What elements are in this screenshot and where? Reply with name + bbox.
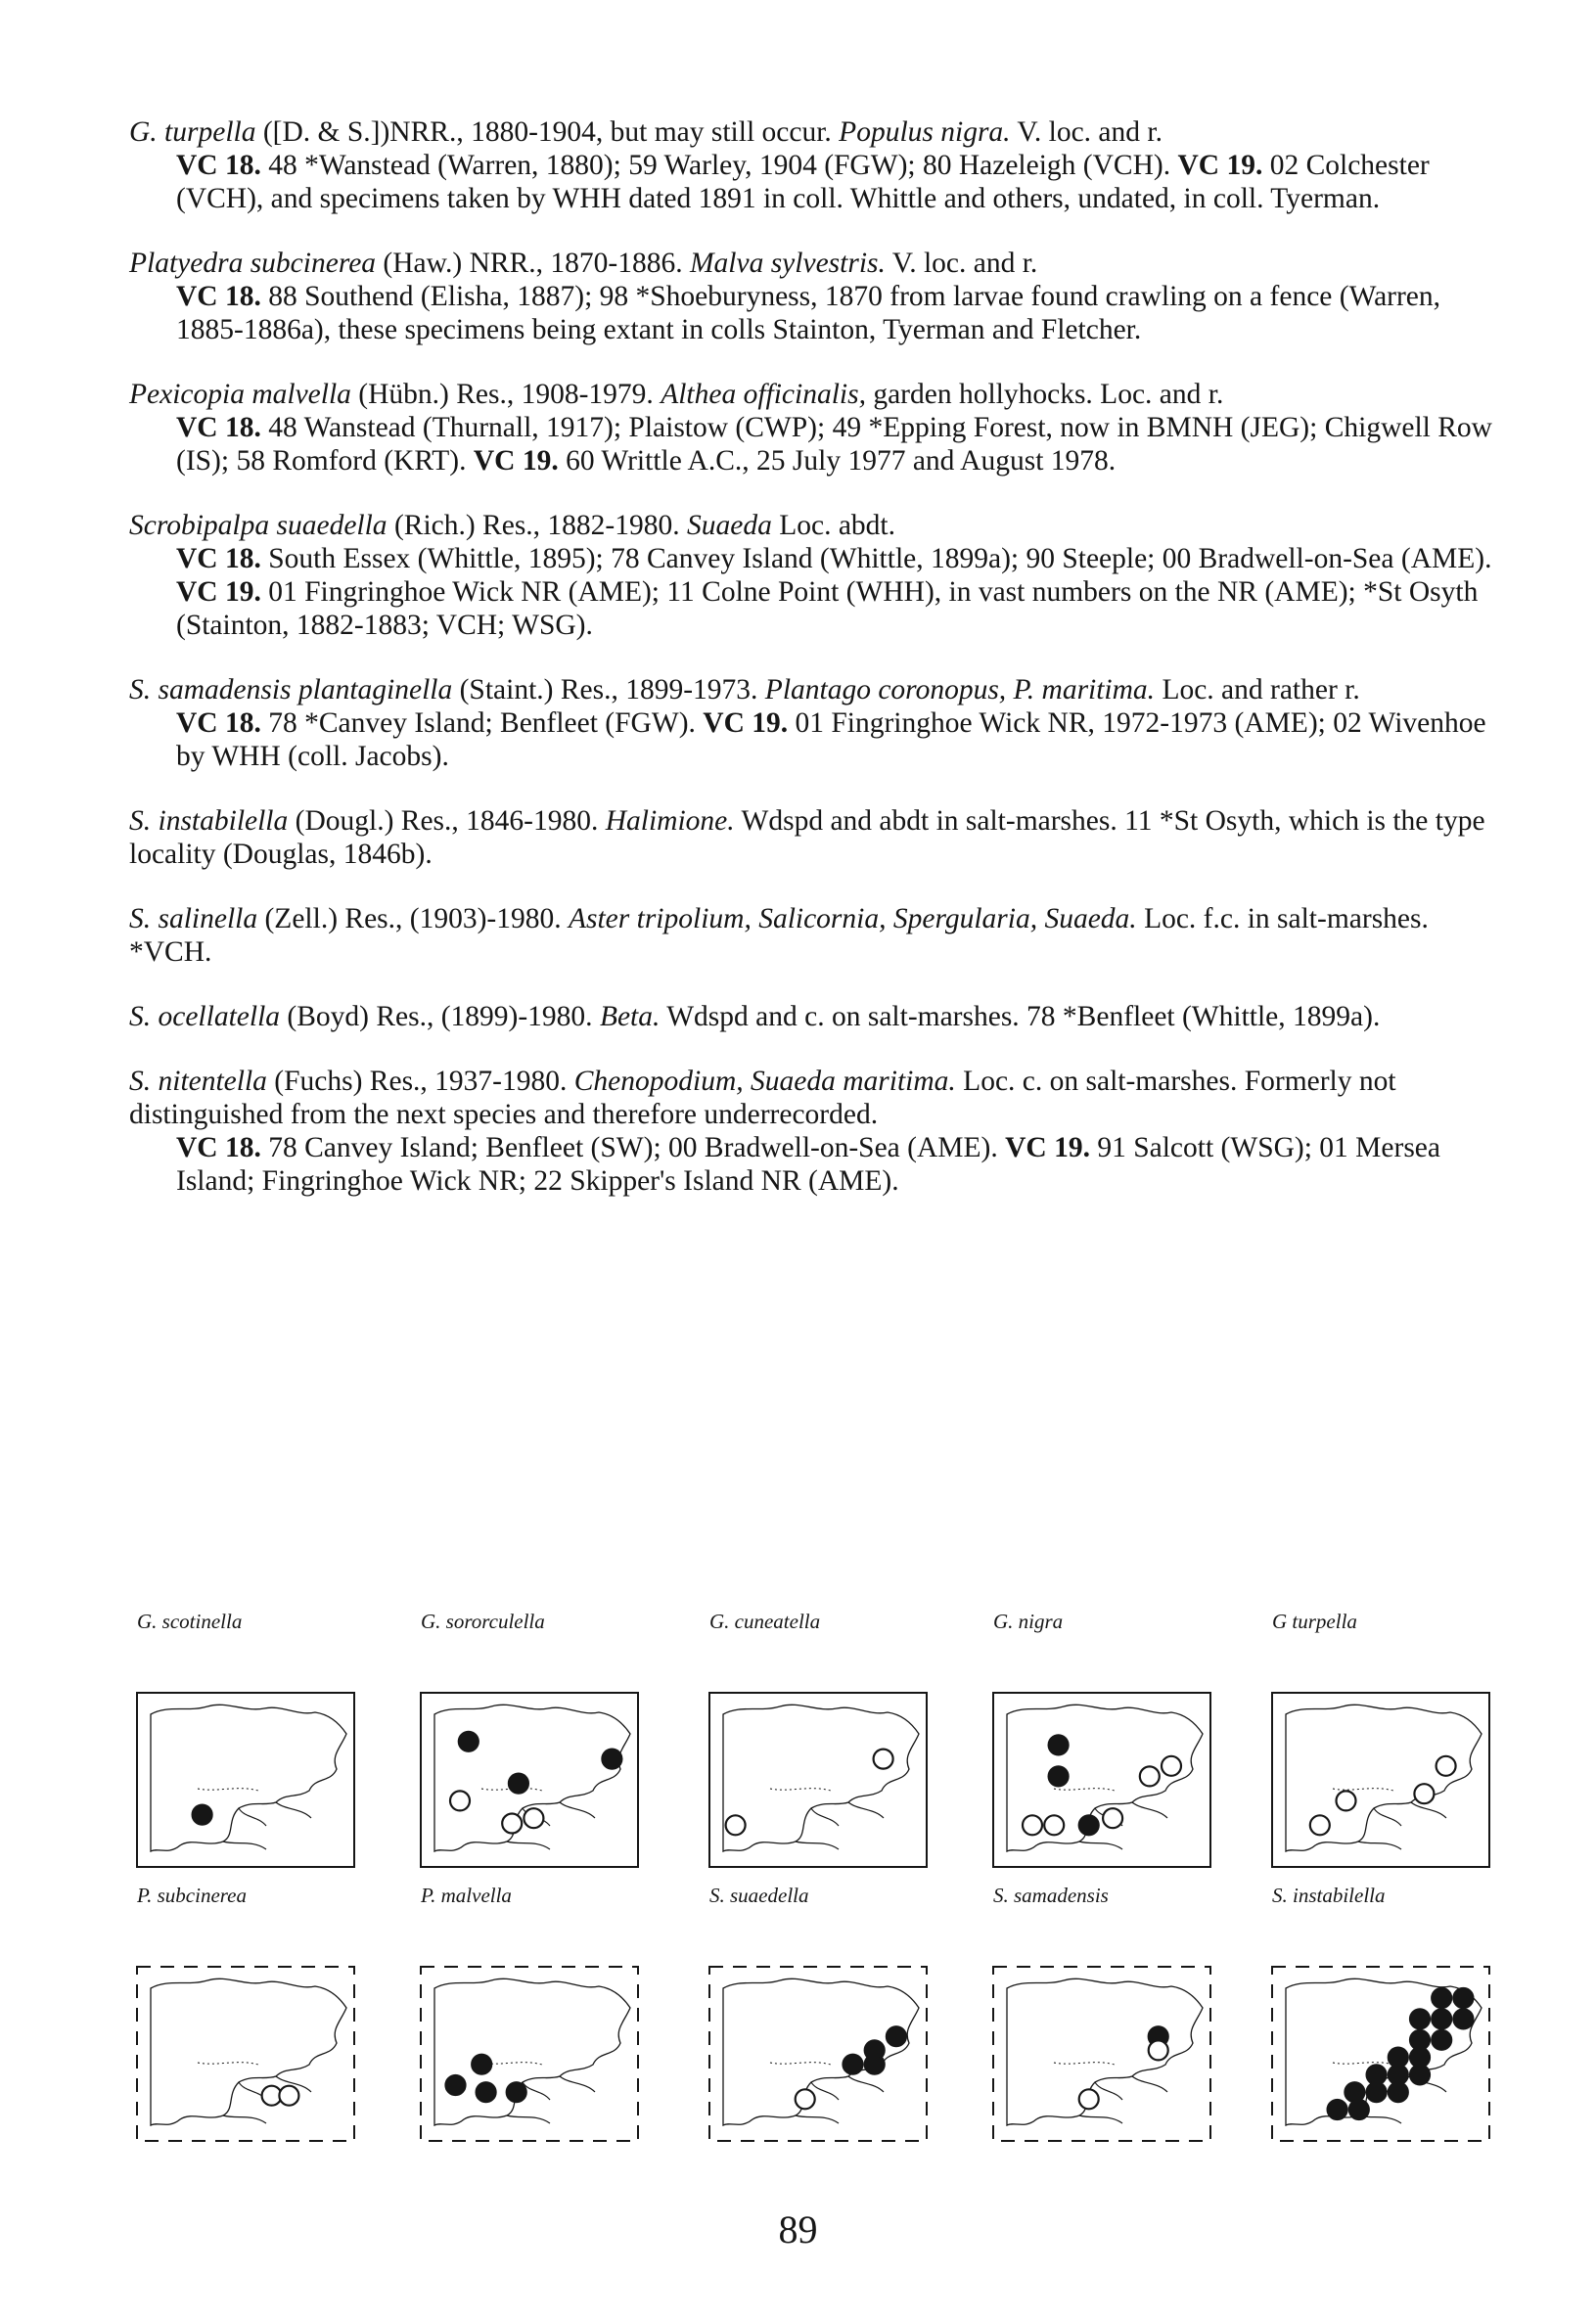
record-dot-filled: [509, 1774, 528, 1794]
entry-text: 78 Canvey Island; Benfleet (SW); 00 Bradwell-on-Sea (AME).: [260, 1132, 1006, 1163]
map-species-label: P. malvella: [421, 1884, 512, 1907]
county-outline: [1007, 1978, 1203, 2125]
record-dot-open: [726, 1815, 746, 1835]
vice-county-label: VC 19.: [1177, 150, 1263, 181]
record-dot-filled: [1432, 2009, 1451, 2028]
entry-text: (Rich.) Res., 1882-1980.: [387, 510, 687, 541]
record-dot-filled: [193, 1805, 212, 1825]
taxon-name: Althea officinalis,: [661, 379, 866, 410]
record-dot-open: [1140, 1766, 1160, 1786]
record-dot-open: [524, 1808, 543, 1828]
record-dot-open: [874, 1750, 893, 1769]
taxon-name: Pexicopia malvella: [129, 379, 351, 410]
vice-county-label: VC 18.: [176, 1132, 261, 1163]
species-entry: [129, 247, 1499, 346]
county-outline: [434, 1978, 630, 2125]
vice-county-label: VC 19.: [1005, 1132, 1090, 1163]
record-dot-filled: [459, 1732, 479, 1751]
entry-heading: [129, 509, 1499, 542]
record-dot-filled: [1367, 2082, 1387, 2102]
vice-county-boundary: [1333, 2063, 1393, 2065]
map-species-label: P. subcinerea: [137, 1884, 247, 1907]
record-dot-open: [1414, 1784, 1434, 1803]
taxon-name: Platyedra subcinerea: [129, 248, 377, 279]
taxon-name: S. instabilella: [129, 805, 289, 837]
record-dot-open: [1023, 1815, 1042, 1835]
taxon-name: S. salinella: [129, 903, 258, 934]
map-species-label: G turpella: [1272, 1610, 1357, 1633]
essex-map: [985, 1942, 1220, 2167]
taxon-name: Suaeda: [687, 510, 772, 541]
vice-county-label: VC 19.: [473, 445, 559, 477]
distribution-map: [413, 1610, 658, 1893]
taxon-name: S. nitentella: [129, 1066, 267, 1097]
taxon-name: S. samadensis plantaginella: [129, 674, 453, 705]
entry-text: V. loc. and r.: [1010, 116, 1163, 148]
vice-county-boundary: [1333, 1789, 1393, 1791]
essex-map: [702, 1942, 936, 2167]
distribution-map: [1264, 1610, 1509, 1893]
entry-text: Wdspd and c. on salt-marshes. 78 *Benfleet (Whittle, 1899a).: [660, 1001, 1381, 1032]
entry-text: (Haw.) NRR., 1870-1886.: [376, 248, 690, 279]
distribution-map: [129, 1884, 374, 2167]
estuary-lines: [796, 1802, 884, 1849]
entry-text: Loc. f.c. in salt-marshes. *VCH.: [129, 903, 1429, 968]
species-entries: [129, 115, 1499, 1229]
county-outline: [434, 1705, 630, 1851]
record-dot-filled: [1049, 1766, 1069, 1786]
vice-county-boundary: [770, 1789, 831, 1791]
record-dot-open: [1044, 1815, 1064, 1835]
map-row: [129, 1884, 1519, 2167]
distribution-map: [985, 1610, 1230, 1893]
entry-text: 02 Colchester (VCH), and specimens taken by WHH dated 1891 in coll. Whittle and others, undated, in coll. Tyerman.: [176, 150, 1430, 214]
entry-text: 01 Fingringhoe Wick NR, 1972-1973 (AME); 02 Wivenhoe by WHH (coll. Jacobs).: [176, 707, 1486, 772]
entry-text: 48 Wanstead (Thurnall, 1917); Plaistow (CWP); 49 *Epping Forest, now in BMNH (JEG); Chigwell Row (IS); 58 Romford (KRT).: [176, 412, 1492, 477]
entry-heading: [129, 902, 1499, 969]
vice-county-boundary: [1054, 1789, 1115, 1791]
distribution-map: [702, 1610, 946, 1893]
vice-county-label: VC 19.: [703, 707, 789, 739]
entry-heading: [129, 804, 1499, 871]
species-entry: [129, 378, 1499, 477]
record-dot-filled: [507, 2082, 526, 2102]
record-dot-open: [796, 2089, 815, 2109]
entry-heading: [129, 115, 1499, 149]
record-dot-filled: [1453, 1988, 1473, 2008]
record-dot-filled: [1328, 2100, 1347, 2119]
distribution-map: [985, 1884, 1230, 2167]
record-dot-filled: [1345, 2082, 1364, 2102]
county-outline: [1286, 1978, 1482, 2125]
entry-text: Wdspd and abdt in salt-marshes. 11 *St Osyth, which is the type locality (Douglas, 1846b).: [129, 805, 1485, 870]
map-species-label: S. samadensis: [993, 1884, 1109, 1907]
essex-map: [129, 1942, 364, 2167]
map-species-label: S. suaedella: [709, 1884, 809, 1907]
entry-text: South Essex (Whittle, 1895); 78 Canvey Island (Whittle, 1899a); 90 Steeple; 00 Bradwell-on-Sea (AME).: [260, 543, 1492, 574]
essex-map: [413, 1668, 648, 1893]
entry-records: [129, 149, 1499, 215]
vice-county-label: VC 18.: [176, 281, 261, 312]
record-dot-filled: [1410, 2009, 1430, 2028]
entry-text: Loc. and rather r.: [1155, 674, 1360, 705]
entry-text: V. loc. and r.: [885, 248, 1038, 279]
record-dot-open: [1079, 2089, 1099, 2109]
map-species-label: G. nigra: [993, 1610, 1064, 1633]
taxon-name: Aster tripolium, Salicornia, Spergularia, Suaeda.: [568, 903, 1137, 934]
entry-text: ([D. & S.])NRR., 1880-1904, but may still occur.: [255, 116, 840, 148]
record-dot-filled: [1410, 2065, 1430, 2084]
entry-text: (Hübn.) Res., 1908-1979.: [350, 379, 661, 410]
entry-records: [129, 542, 1499, 642]
essex-map: [702, 1668, 936, 1893]
species-entry: [129, 804, 1499, 871]
page-number: 89: [778, 2207, 818, 2251]
entry-text: (Boyd) Res., (1899)-1980.: [280, 1001, 600, 1032]
entry-records: [129, 280, 1499, 346]
record-dot-open: [450, 1791, 470, 1810]
entry-text: garden hollyhocks. Loc. and r.: [865, 379, 1224, 410]
entry-text: (Fuchs) Res., 1937-1980.: [266, 1066, 574, 1097]
essex-map: [1264, 1942, 1499, 2167]
essex-map: [985, 1668, 1220, 1893]
record-dot-filled: [1432, 2030, 1451, 2050]
taxon-name: Plantago coronopus, P. maritima.: [764, 674, 1156, 705]
entry-records: [129, 1131, 1499, 1198]
entry-text: 78 *Canvey Island; Benfleet (FGW).: [260, 707, 704, 739]
entry-records: [129, 411, 1499, 477]
vice-county-boundary: [198, 2063, 258, 2065]
record-dot-open: [1149, 2040, 1168, 2060]
map-species-label: S. instabilella: [1272, 1884, 1386, 1907]
record-dot-open: [1436, 1756, 1456, 1776]
species-entry: [129, 902, 1499, 969]
taxon-name: S. ocellatella: [129, 1001, 281, 1032]
vice-county-boundary: [770, 2063, 831, 2065]
entry-text: 60 Writtle A.C., 25 July 1977 and August 1978.: [558, 445, 1117, 477]
estuary-lines: [1358, 1802, 1446, 1849]
taxon-name: Chenopodium, Suaeda maritima.: [573, 1066, 956, 1097]
entry-text: Loc. c. on salt-marshes. Formerly not distinguished from the next species and therefore underrecorded.: [129, 1066, 1396, 1130]
entry-text: 88 Southend (Elisha, 1887); 98 *Shoeburyness, 1870 from larvae found crawling on a fence (Warren, 1885-1886a), these specimens being extant in colls Stainton, Tyerman and Fletcher.: [176, 281, 1441, 345]
entry-text: (Staint.) Res., 1899-1973.: [452, 674, 765, 705]
record-dot-open: [1162, 1756, 1181, 1776]
species-entry: [129, 673, 1499, 773]
taxon-name: Beta.: [599, 1001, 661, 1032]
taxon-name: G. turpella: [129, 116, 256, 148]
record-dot-filled: [1432, 1988, 1451, 2008]
vice-county-boundary: [1054, 2063, 1115, 2065]
record-dot-open: [279, 2086, 298, 2106]
distribution-map: [413, 1884, 658, 2167]
record-dot-open: [1337, 1791, 1356, 1810]
entry-records: [129, 706, 1499, 773]
entry-heading: [129, 1065, 1499, 1131]
record-dot-filled: [887, 2026, 906, 2046]
entry-text: 48 *Wanstead (Warren, 1880); 59 Warley, 1904 (FGW); 80 Hazeleigh (VCH).: [260, 150, 1178, 181]
species-entry: [129, 509, 1499, 642]
entry-text: 01 Fingringhoe Wick NR (AME); 11 Colne Point (WHH), in vast numbers on the NR (AME); *St Osyth (Stainton, 1882-1883; VCH; WSG).: [176, 576, 1479, 641]
record-dot-filled: [844, 2055, 863, 2074]
essex-map: [413, 1942, 648, 2167]
essex-map: [129, 1668, 364, 1893]
distribution-map: [702, 1884, 946, 2167]
essex-map: [1264, 1668, 1499, 1893]
county-outline: [723, 1705, 919, 1851]
map-species-label: G. scotinella: [137, 1610, 243, 1633]
county-outline: [723, 1978, 919, 2125]
vice-county-label: VC 18.: [176, 412, 261, 443]
taxon-name: Malva sylvestris.: [689, 248, 886, 279]
record-dot-filled: [1453, 2009, 1473, 2028]
vice-county-label: VC 18.: [176, 150, 261, 181]
distribution-map: [129, 1610, 374, 1893]
vice-county-label: VC 19.: [176, 576, 261, 608]
entry-heading: [129, 1000, 1499, 1033]
entry-text: (Zell.) Res., (1903)-1980.: [257, 903, 569, 934]
vice-county-label: VC 18.: [176, 707, 261, 739]
vice-county-boundary: [198, 1789, 258, 1791]
record-dot-filled: [865, 2055, 885, 2074]
entry-text: (Dougl.) Res., 1846-1980.: [288, 805, 606, 837]
record-dot-open: [502, 1814, 522, 1834]
species-entry: [129, 115, 1499, 215]
distribution-map: [1264, 1884, 1509, 2167]
taxon-name: Populus nigra.: [839, 116, 1011, 148]
record-dot-filled: [1049, 1735, 1069, 1754]
map-row: [129, 1610, 1519, 1893]
estuary-lines: [223, 1802, 311, 1849]
map-species-label: G. cuneatella: [709, 1610, 821, 1633]
species-entry: [129, 1065, 1499, 1198]
entry-text: 91 Salcott (WSG); 01 Mersea Island; Fingringhoe Wick NR; 22 Skipper's Island NR (AME).: [176, 1132, 1440, 1197]
county-outline: [151, 1978, 346, 2125]
map-species-label: G. sororculella: [421, 1610, 545, 1633]
species-entry: [129, 1000, 1499, 1033]
record-dot-filled: [1349, 2100, 1369, 2119]
vice-county-label: VC 18.: [176, 543, 261, 574]
entry-text: Loc. abdt.: [771, 510, 895, 541]
record-dot-filled: [477, 2082, 496, 2102]
record-dot-filled: [602, 1750, 621, 1769]
record-dot-open: [1103, 1808, 1122, 1828]
record-dot-filled: [1079, 1815, 1099, 1835]
taxon-name: Scrobipalpa suaedella: [129, 510, 388, 541]
record-dot-filled: [472, 2055, 491, 2074]
taxon-name: Halimione.: [605, 805, 735, 837]
record-dot-filled: [446, 2075, 466, 2095]
record-dot-open: [1310, 1815, 1330, 1835]
record-dot-filled: [1389, 2082, 1408, 2102]
entry-heading: [129, 673, 1499, 706]
county-outline: [151, 1705, 346, 1851]
entry-heading: [129, 378, 1499, 411]
entry-heading: [129, 247, 1499, 280]
